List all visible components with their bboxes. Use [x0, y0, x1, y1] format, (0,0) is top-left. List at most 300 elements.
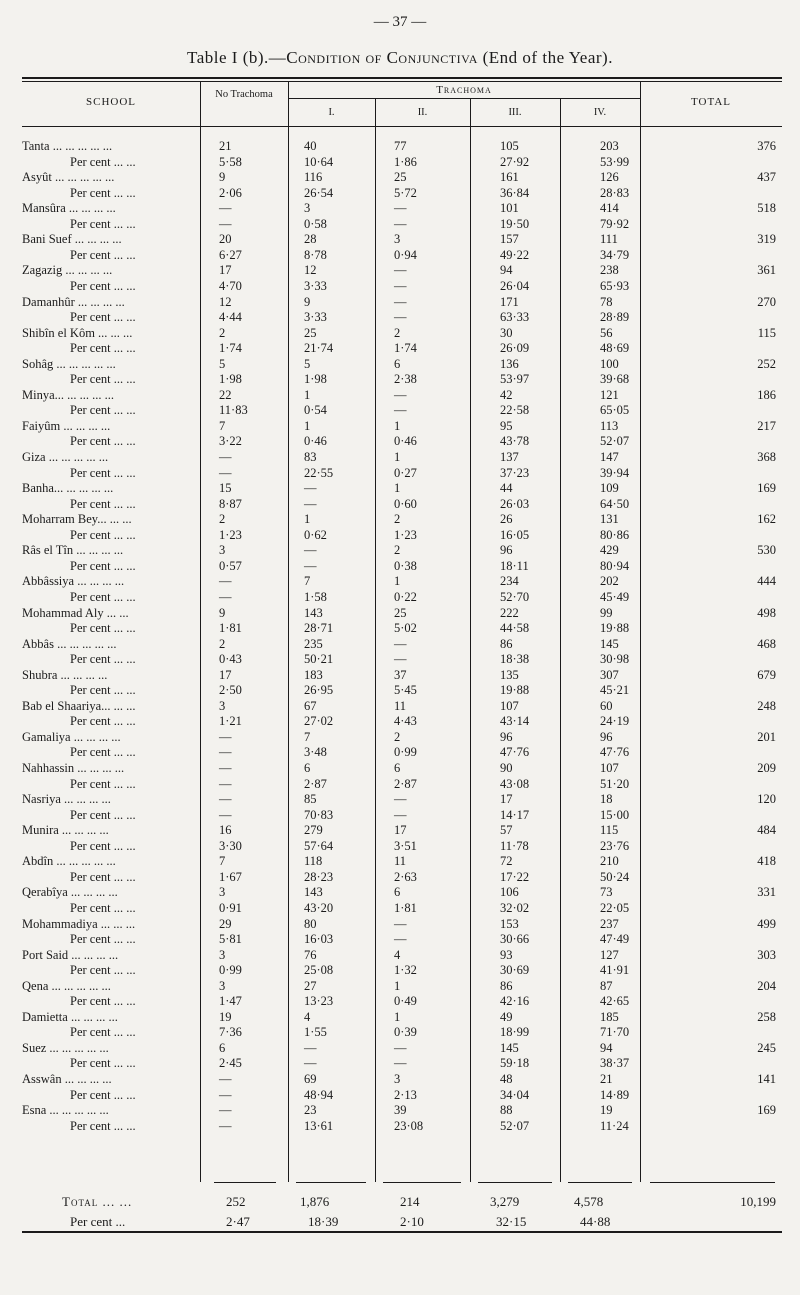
cell-t3: 153 [500, 916, 519, 931]
cell-t1: — [304, 558, 317, 573]
cell-t2: 2 [394, 512, 401, 527]
table-row-school [0, 450, 800, 466]
cell-t3: 48 [500, 1072, 513, 1086]
cell-notr: 3 [219, 543, 226, 558]
cell-t2: 17 [394, 823, 407, 838]
table-row-percent [0, 217, 800, 233]
header-bottom-rule [22, 126, 782, 127]
cell-t1: 13·23 [304, 994, 334, 1009]
cell-notr: 0·99 [219, 963, 242, 978]
cell-t2: 3 [394, 1072, 401, 1086]
table-row-school [0, 823, 800, 839]
cell-tot: 319 [757, 232, 776, 247]
header-grade-i: I. [328, 107, 335, 118]
school-name: Abdîn ... ... ... ... ... [22, 854, 116, 869]
table-row-school [0, 917, 800, 933]
table-row-percent [0, 528, 800, 544]
cell-t3: 19·88 [500, 683, 530, 698]
cell-t3: 17·22 [500, 869, 530, 884]
total-rule-iii [478, 1182, 552, 1183]
cell-t3: 90 [500, 761, 513, 775]
cell-t1: 8·78 [304, 247, 327, 262]
table-row-percent [0, 932, 800, 948]
school-name: Giza ... ... ... ... ... [22, 450, 109, 464]
cell-t4: 34·79 [600, 247, 630, 262]
percent-label: Per cent ... ... [70, 621, 136, 636]
cell-t4: 47·76 [600, 745, 630, 760]
cell-t4: 30·98 [600, 652, 630, 667]
cell-t1: 67 [304, 698, 317, 713]
cell-t3: 36·84 [500, 185, 530, 200]
cell-t1: 3·33 [304, 310, 327, 325]
cell-notr: 3 [219, 698, 226, 713]
cell-t1: 143 [304, 885, 323, 900]
header-no-trachoma: No Trachoma [215, 89, 273, 100]
cell-t2: 5·45 [394, 683, 417, 698]
cell-t4: 126 [600, 170, 619, 185]
table-row-percent [0, 559, 800, 575]
cell-t2: 77 [394, 139, 407, 153]
header-grade-iv: IV. [593, 107, 607, 118]
cell-t3: 43·08 [500, 776, 530, 791]
cell-notr: 11·83 [219, 403, 248, 418]
school-name: Sohâg ... ... ... ... ... [22, 356, 116, 371]
cell-t4: 14·89 [600, 1087, 630, 1102]
table-row-school [0, 699, 800, 715]
percent-label: Per cent ... ... [70, 558, 136, 573]
cell-t1: 26·95 [304, 683, 334, 698]
percent-label: Per cent ... ... [70, 994, 136, 1009]
cell-t4: 50·24 [600, 869, 630, 884]
cell-t2: 25 [394, 605, 407, 620]
school-name: Tanta ... ... ... ... ... [22, 139, 113, 153]
cell-t3: 49 [500, 1009, 513, 1024]
cell-tot: 201 [757, 729, 776, 744]
cell-notr: 3 [219, 947, 226, 962]
cell-notr: 1·21 [219, 714, 242, 729]
cell-t3: 72 [500, 854, 513, 869]
cell-t2: 1 [394, 574, 401, 589]
cell-t4: 38·37 [600, 1056, 630, 1071]
cell-t1: 1 [304, 512, 311, 527]
cell-t4: 42·65 [600, 994, 630, 1009]
cell-notr: 21 [219, 139, 232, 153]
cell-t1: 28·71 [304, 621, 334, 636]
cell-t3: 47·76 [500, 745, 530, 760]
cell-t4: 39·68 [600, 372, 630, 387]
cell-t4: 109 [600, 481, 619, 496]
cell-t2: 1 [394, 450, 401, 464]
cell-t4: 65·93 [600, 278, 630, 293]
cell-t3: 107 [500, 698, 519, 713]
title-main: Condition of Conjunctiva [286, 48, 478, 67]
cell-t3: 52·07 [500, 1118, 530, 1133]
school-name: Damanhûr ... ... ... ... [22, 294, 125, 309]
cell-t4: 127 [600, 947, 619, 962]
cell-t4: 19 [600, 1103, 613, 1118]
school-name: Port Said ... ... ... ... [22, 947, 119, 962]
cell-tot: 248 [757, 698, 776, 713]
cell-t3: 53·97 [500, 372, 530, 387]
cell-tot: 679 [757, 667, 776, 682]
cell-notr: 7 [219, 854, 226, 869]
cell-tot: 270 [757, 294, 776, 309]
percent-label: Per cent ... ... [70, 900, 136, 915]
cell-t1: 1·58 [304, 589, 327, 604]
cell-t2: 0·60 [394, 496, 417, 511]
table-row-percent [0, 621, 800, 637]
cell-t3: 30·69 [500, 963, 530, 978]
table-row-percent [0, 745, 800, 761]
cell-t1: — [304, 496, 317, 511]
cell-notr: 1·23 [219, 527, 242, 542]
table-row-percent [0, 466, 800, 482]
cell-t2: — [394, 216, 407, 231]
cell-t2: 1 [394, 481, 401, 496]
percent-label: Per cent ... ... [70, 496, 136, 511]
cell-t2: — [394, 310, 407, 325]
percent-label: Per cent ... ... [70, 1087, 136, 1102]
total-rule-notr [214, 1182, 276, 1183]
cell-t3: 30 [500, 325, 513, 340]
percent-label: Per cent ... ... [70, 434, 136, 449]
table-row-percent [0, 994, 800, 1010]
percent-label: Per cent ... ... [70, 1118, 136, 1133]
cell-t2: — [394, 387, 407, 402]
table-row-school [0, 979, 800, 995]
table-row-school [0, 232, 800, 248]
table-row-school [0, 170, 800, 186]
cell-t2: — [394, 916, 407, 931]
total-rule-ii [383, 1182, 461, 1183]
cell-tot: 169 [757, 1103, 776, 1118]
cell-t2: — [394, 807, 407, 822]
school-name: Banha... ... ... ... ... [22, 481, 114, 496]
cell-t3: 57 [500, 823, 513, 838]
percent-label: Per cent ... ... [70, 185, 136, 200]
table-row-percent [0, 403, 800, 419]
cell-tot: 120 [757, 792, 776, 807]
percent-label: Per cent ... ... [70, 310, 136, 325]
cell-t1: 118 [304, 854, 323, 869]
cell-t2: 2·38 [394, 372, 417, 387]
cell-t1: 3·33 [304, 278, 327, 293]
cell-notr: 9 [219, 605, 226, 620]
cell-t3: 26·09 [500, 341, 530, 356]
total-i: 1,876 [300, 1194, 330, 1209]
cell-t4: 18 [600, 792, 613, 807]
cell-t4: 78 [600, 294, 613, 309]
cell-t2: 2 [394, 543, 401, 558]
cell-t4: 115 [600, 823, 619, 838]
cell-t4: 80·94 [600, 558, 630, 573]
cell-notr: — [219, 745, 232, 760]
total-pc-label: Per cent ... [70, 1214, 126, 1229]
cell-t2: 5·02 [394, 621, 417, 636]
header-school: SCHOOL [85, 96, 136, 108]
cell-t2: 5·72 [394, 185, 417, 200]
cell-t4: 94 [600, 1040, 613, 1055]
cell-tot: 530 [757, 543, 776, 558]
cell-t1: 183 [304, 667, 323, 682]
cell-t4: 23·76 [600, 838, 630, 853]
cell-t4: 107 [600, 761, 619, 775]
cell-t2: 0·22 [394, 589, 417, 604]
school-name: Abbâssiya ... ... ... ... [22, 574, 125, 589]
total-pc-iii: 32·15 [496, 1214, 527, 1229]
cell-t1: 13·61 [304, 1118, 334, 1133]
table-row-school [0, 1041, 800, 1057]
cell-t4: 45·49 [600, 589, 630, 604]
cell-t2: 6 [394, 761, 401, 775]
cell-tot: 303 [757, 947, 776, 962]
table-row-school [0, 512, 800, 528]
percent-label: Per cent ... ... [70, 403, 136, 418]
cell-notr: 2 [219, 512, 226, 527]
cell-t3: 26·03 [500, 496, 530, 511]
cell-t2: 1 [394, 418, 401, 433]
cell-t4: 210 [600, 854, 619, 869]
cell-t3: 88 [500, 1103, 513, 1118]
cell-notr: — [219, 729, 232, 744]
trachoma-underline [288, 98, 640, 99]
percent-label: Per cent ... ... [70, 869, 136, 884]
table-row-percent [0, 963, 800, 979]
cell-notr: 5 [219, 356, 226, 371]
cell-t2: 1 [394, 978, 401, 993]
cell-t4: 15·00 [600, 807, 630, 822]
cell-notr: — [219, 589, 232, 604]
cell-t4: 307 [600, 667, 619, 682]
cell-tot: 368 [757, 450, 776, 464]
table-row-percent [0, 590, 800, 606]
cell-t3: 32·02 [500, 900, 530, 915]
cell-t4: 48·69 [600, 341, 630, 356]
percent-label: Per cent ... ... [70, 776, 136, 791]
cell-t2: 1·74 [394, 341, 417, 356]
cell-t4: 19·88 [600, 621, 630, 636]
school-name: Faiyûm ... ... ... ... [22, 418, 111, 433]
cell-t1: — [304, 1040, 317, 1055]
cell-notr: — [219, 1072, 232, 1086]
percent-label: Per cent ... ... [70, 838, 136, 853]
cell-tot: 162 [757, 512, 776, 527]
cell-notr: — [219, 792, 232, 807]
table-bottom-rule [22, 1231, 782, 1233]
school-name: Shibîn el Kôm ... ... ... [22, 325, 133, 340]
cell-t2: 25 [394, 170, 407, 185]
cell-t1: 3·48 [304, 745, 327, 760]
cell-t1: 6 [304, 761, 311, 775]
table-row-school [0, 1103, 800, 1119]
header-grade-iii: III. [508, 107, 522, 118]
cell-t3: 234 [500, 574, 519, 589]
cell-t2: 23·08 [394, 1118, 424, 1133]
school-name: Bani Suef ... ... ... ... [22, 232, 122, 247]
cell-t3: 26 [500, 512, 513, 527]
table-row-school [0, 201, 800, 217]
cell-t2: — [394, 652, 407, 667]
cell-t3: 16·05 [500, 527, 530, 542]
table-row-percent [0, 248, 800, 264]
cell-t1: 235 [304, 636, 323, 651]
cell-notr: 5·58 [219, 154, 242, 169]
cell-t2: 37 [394, 667, 407, 682]
cell-t3: 96 [500, 543, 513, 558]
cell-t3: 43·14 [500, 714, 530, 729]
cell-tot: 169 [757, 481, 776, 496]
cell-t1: 28 [304, 232, 317, 247]
table-row-percent [0, 839, 800, 855]
cell-t3: 18·11 [500, 558, 529, 573]
cell-notr: — [219, 1103, 232, 1118]
cell-notr: 3 [219, 978, 226, 993]
school-name: Mansûra ... ... ... ... [22, 201, 116, 216]
cell-tot: 498 [757, 605, 776, 620]
percent-label: Per cent ... ... [70, 807, 136, 822]
cell-tot: 518 [757, 201, 776, 216]
table-row-percent [0, 652, 800, 668]
cell-t1: 43·20 [304, 900, 334, 915]
percent-label: Per cent ... ... [70, 714, 136, 729]
table-row-school [0, 730, 800, 746]
cell-notr: 1·98 [219, 372, 242, 387]
cell-t3: 22·58 [500, 403, 530, 418]
table-row-percent [0, 777, 800, 793]
table-row-school [0, 481, 800, 497]
cell-t1: 1 [304, 418, 311, 433]
table-top-rule-2 [22, 81, 782, 82]
table-row-school [0, 263, 800, 279]
cell-t3: 135 [500, 667, 519, 682]
cell-t4: 52·07 [600, 434, 630, 449]
school-name: Qerabîya ... ... ... ... [22, 885, 118, 900]
cell-t3: 86 [500, 636, 513, 651]
table-row-school [0, 792, 800, 808]
school-name: Zagazig ... ... ... ... [22, 263, 113, 278]
school-name: Shubra ... ... ... ... [22, 667, 108, 682]
header-total: TOTAL [691, 96, 731, 108]
school-name: Moharram Bey... ... ... [22, 512, 132, 527]
cell-t4: 202 [600, 574, 619, 589]
cell-notr: 0·91 [219, 900, 242, 915]
percent-label: Per cent ... ... [70, 745, 136, 760]
cell-t2: 6 [394, 356, 401, 371]
cell-t2: 2 [394, 325, 401, 340]
cell-t3: 94 [500, 263, 513, 278]
school-name: Suez ... ... ... ... ... [22, 1040, 109, 1055]
table-row-percent [0, 1056, 800, 1072]
cell-t3: 161 [500, 170, 519, 185]
cell-t3: 43·78 [500, 434, 530, 449]
cell-t4: 39·94 [600, 465, 630, 480]
cell-t3: 59·18 [500, 1056, 530, 1071]
cell-tot: 444 [757, 574, 776, 589]
cell-t3: 26·04 [500, 278, 530, 293]
cell-t2: 2·87 [394, 776, 417, 791]
cell-t3: 18·38 [500, 652, 530, 667]
cell-t1: 3 [304, 201, 311, 216]
cell-t3: 42·16 [500, 994, 530, 1009]
cell-tot: 252 [757, 356, 776, 371]
total-pc-i: 18·39 [308, 1214, 339, 1229]
cell-t3: 86 [500, 978, 513, 993]
cell-t3: 145 [500, 1040, 519, 1055]
cell-t2: — [394, 263, 407, 278]
cell-notr: — [219, 465, 232, 480]
cell-tot: 258 [757, 1009, 776, 1024]
school-name: Munira ... ... ... ... [22, 823, 109, 838]
cell-t3: 19·50 [500, 216, 530, 231]
cell-t2: 0·38 [394, 558, 417, 573]
cell-t2: — [394, 201, 407, 216]
page-number: — 37 — [373, 14, 427, 30]
table-row-percent [0, 434, 800, 450]
cell-t2: 0·49 [394, 994, 417, 1009]
cell-notr: — [219, 450, 232, 464]
cell-notr: — [219, 574, 232, 589]
cell-notr: 2 [219, 636, 226, 651]
cell-t3: 27·92 [500, 154, 530, 169]
cell-t3: 44 [500, 481, 513, 496]
table-row-percent [0, 372, 800, 388]
cell-notr: 6 [219, 1040, 226, 1055]
cell-notr: 1·81 [219, 621, 242, 636]
cell-t4: 113 [600, 418, 619, 433]
cell-notr: 19 [219, 1009, 232, 1024]
cell-t2: 4·43 [394, 714, 417, 729]
cell-tot: 115 [757, 325, 776, 340]
cell-notr: — [219, 761, 232, 775]
cell-t1: 12 [304, 263, 317, 278]
school-name: Bab el Shaariya... ... ... [22, 698, 136, 713]
cell-t4: 96 [600, 729, 613, 744]
cell-t2: 2·13 [394, 1087, 417, 1102]
cell-t3: 52·70 [500, 589, 530, 604]
cell-t1: — [304, 543, 317, 558]
cell-t1: 76 [304, 947, 317, 962]
cell-notr: 2·45 [219, 1056, 242, 1071]
table-row-school [0, 637, 800, 653]
header-grade-ii: II. [417, 107, 428, 118]
cell-t3: 42 [500, 387, 513, 402]
cell-t2: 2 [394, 729, 401, 744]
cell-t3: 137 [500, 450, 519, 464]
percent-label: Per cent ... ... [70, 465, 136, 480]
cell-t1: 26·54 [304, 185, 334, 200]
cell-notr: 4·44 [219, 310, 242, 325]
cell-notr: 17 [219, 667, 232, 682]
cell-t2: — [394, 1040, 407, 1055]
cell-t4: 79·92 [600, 216, 630, 231]
cell-t4: 28·89 [600, 310, 630, 325]
cell-t2: 1·81 [394, 900, 417, 915]
cell-t1: 69 [304, 1072, 317, 1086]
cell-t1: 85 [304, 792, 317, 807]
cell-t2: 1·23 [394, 527, 417, 542]
cell-t1: 70·83 [304, 807, 334, 822]
cell-t1: 9 [304, 294, 311, 309]
cell-t4: 51·20 [600, 776, 630, 791]
cell-tot: 217 [757, 418, 776, 433]
cell-notr: 2·50 [219, 683, 242, 698]
cell-tot: 376 [757, 139, 776, 153]
cell-t4: 147 [600, 450, 619, 464]
total-rule-iv [568, 1182, 632, 1183]
cell-tot: 141 [757, 1072, 776, 1086]
percent-label: Per cent ... ... [70, 216, 136, 231]
cell-t4: 73 [600, 885, 613, 900]
